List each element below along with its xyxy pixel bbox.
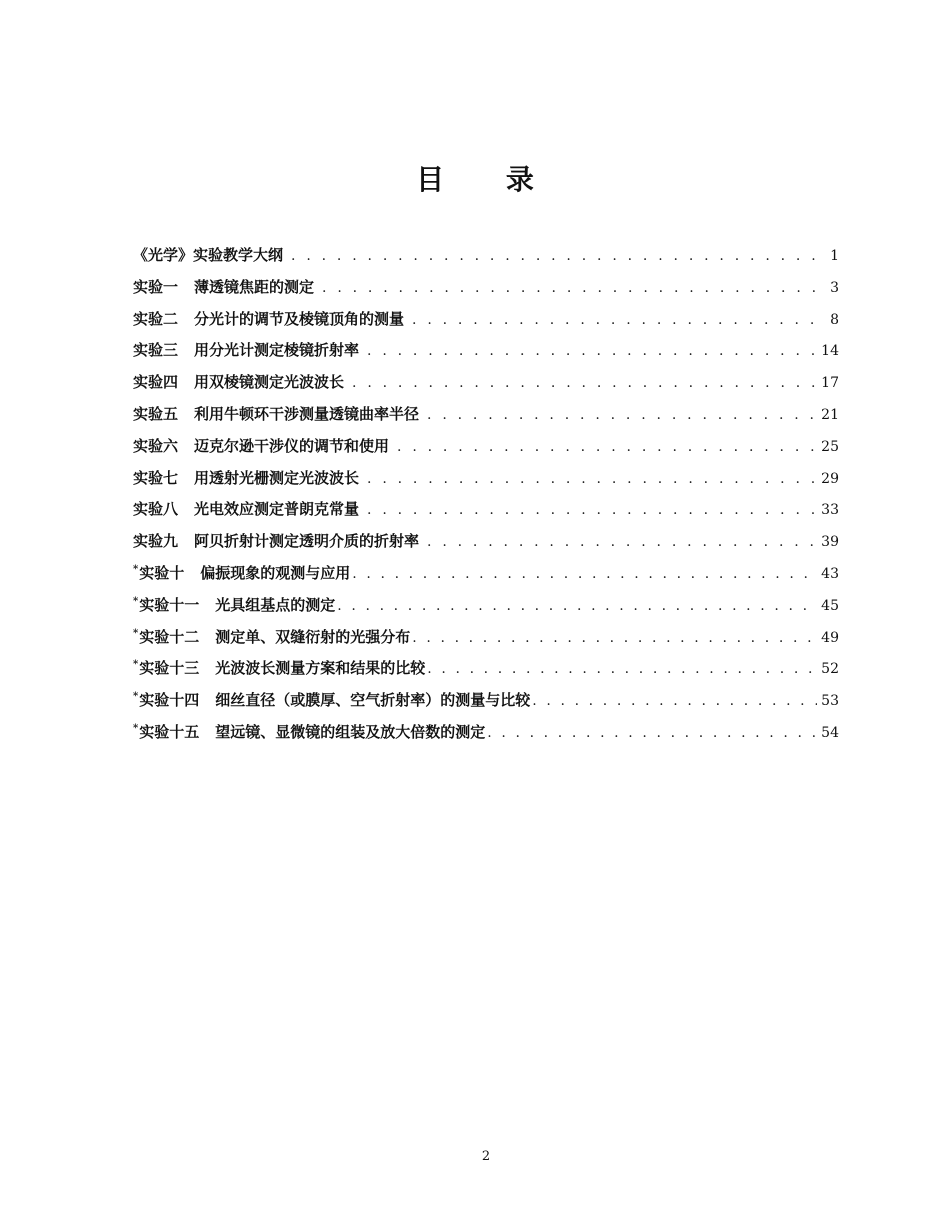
experiment-title: 利用牛顿环干涉测量透镜曲率半径 (194, 404, 420, 423)
toc-entry[interactable] (133, 498, 839, 530)
dot-leader (412, 630, 817, 646)
toc-entry-label (133, 626, 410, 647)
toc-entry[interactable] (133, 689, 839, 721)
optional-marker: * (133, 722, 139, 734)
dot-leader (367, 471, 817, 487)
toc-page-number: 25 (821, 438, 839, 455)
experiment-title: 薄透镜焦距的测定 (194, 277, 315, 296)
dot-leader (352, 375, 817, 391)
toc-entry[interactable] (133, 244, 839, 276)
toc-page-number: 3 (830, 279, 839, 296)
toc-entry[interactable] (133, 308, 839, 340)
experiment-title: 阿贝折射计测定透明介质的折射率 (194, 532, 420, 551)
toc-page-number: 1 (830, 248, 839, 264)
toc-entry[interactable] (133, 657, 839, 689)
experiment-number: 实验五 (133, 404, 179, 423)
toc-entry-label (133, 339, 359, 360)
toc-entry-label (133, 530, 419, 551)
experiment-number: 实验三 (133, 341, 179, 360)
optional-marker: * (133, 659, 139, 671)
toc-entry[interactable] (133, 403, 839, 435)
experiment-number: 实验六 (133, 436, 179, 455)
toc-page-number: 21 (821, 406, 839, 423)
dot-leader (427, 661, 817, 677)
experiment-title: 光波波长测量方案和结果的比较 (215, 659, 426, 678)
dot-leader (487, 725, 817, 741)
experiment-title: 分光计的调节及棱镜顶角的测量 (194, 309, 405, 328)
table-of-contents (133, 244, 839, 753)
toc-entry-label (133, 689, 530, 710)
experiment-number: 实验十 (139, 563, 185, 582)
toc-entry-label (133, 435, 389, 456)
toc-page-number: 29 (821, 470, 839, 487)
toc-entry-label (133, 562, 350, 583)
toc-page-number: 53 (821, 693, 839, 710)
toc-entry-label (133, 308, 404, 329)
toc-entry-label (133, 657, 425, 678)
dot-leader (352, 566, 817, 582)
experiment-title: 用透射光栅测定光波波长 (194, 468, 360, 487)
dot-leader (397, 439, 817, 455)
experiment-number: 实验二 (133, 309, 179, 328)
experiment-title: 光电效应测定普朗克常量 (194, 500, 360, 519)
dot-leader (427, 407, 817, 423)
toc-entry-label (133, 721, 485, 742)
experiment-title: 测定单、双缝衍射的光强分布 (215, 627, 411, 646)
experiment-number: 实验七 (133, 468, 179, 487)
dot-leader (427, 534, 817, 550)
experiment-title: 迈克尔逊干涉仪的调节和使用 (194, 436, 390, 455)
toc-entry-label (133, 594, 335, 615)
page-title: 目 录 (416, 163, 560, 196)
dot-leader (291, 248, 826, 264)
experiment-title: 用分光计测定棱镜折射率 (194, 341, 360, 360)
toc-entry[interactable] (133, 530, 839, 562)
experiment-title: 光具组基点的测定 (215, 595, 336, 614)
toc-page-number: 14 (821, 343, 839, 360)
toc-entry[interactable] (133, 371, 839, 403)
toc-entry[interactable] (133, 339, 839, 371)
toc-entry[interactable] (133, 626, 839, 658)
toc-entry[interactable] (133, 435, 839, 467)
optional-marker: * (133, 563, 139, 575)
toc-page-number: 49 (821, 629, 839, 646)
experiment-title: 《光学》实验教学大纲 (133, 246, 284, 264)
experiment-number: 实验十五 (139, 722, 200, 741)
experiment-number: 实验十二 (139, 627, 200, 646)
experiment-title: 用双棱镜测定光波波长 (194, 373, 345, 392)
experiment-number: 实验九 (133, 532, 179, 551)
experiment-number: 实验十三 (139, 659, 200, 678)
experiment-number: 实验一 (133, 277, 179, 296)
experiment-title: 望远镜、显微镜的组装及放大倍数的测定 (215, 722, 486, 741)
toc-entry[interactable] (133, 721, 839, 753)
toc-entry[interactable] (133, 562, 839, 594)
experiment-number: 实验十四 (139, 691, 200, 710)
toc-page-number: 8 (830, 311, 839, 328)
optional-marker: * (133, 691, 139, 703)
dot-leader (367, 343, 817, 359)
dot-leader (337, 598, 817, 614)
toc-entry[interactable] (133, 276, 839, 308)
experiment-number: 实验十一 (139, 595, 200, 614)
experiment-number: 实验四 (133, 373, 179, 392)
optional-marker: * (133, 595, 139, 607)
toc-entry[interactable] (133, 594, 839, 626)
page-number: 2 (481, 1149, 491, 1164)
toc-entry-label (133, 403, 419, 424)
toc-entry-label (133, 498, 359, 519)
experiment-title: 偏振现象的观测与应用 (200, 563, 351, 582)
experiment-number: 实验八 (133, 500, 179, 519)
toc-page-number: 52 (821, 661, 839, 678)
dot-leader (412, 312, 826, 328)
optional-marker: * (133, 627, 139, 639)
toc-page-number: 54 (821, 724, 839, 741)
toc-entry-label (133, 371, 344, 392)
toc-page-number: 17 (821, 375, 839, 392)
toc-page-number: 43 (821, 565, 839, 582)
toc-page-number: 45 (821, 597, 839, 614)
toc-page-number: 33 (821, 502, 839, 519)
dot-leader (532, 693, 817, 709)
toc-entry-label (133, 276, 314, 297)
dot-leader (322, 280, 826, 296)
toc-entry-label (133, 467, 359, 488)
toc-entry-label (133, 244, 283, 265)
dot-leader (367, 502, 817, 518)
toc-page-number: 39 (821, 534, 839, 551)
experiment-title: 细丝直径（或膜厚、空气折射率）的测量与比较 (215, 691, 531, 710)
toc-entry[interactable] (133, 467, 839, 499)
